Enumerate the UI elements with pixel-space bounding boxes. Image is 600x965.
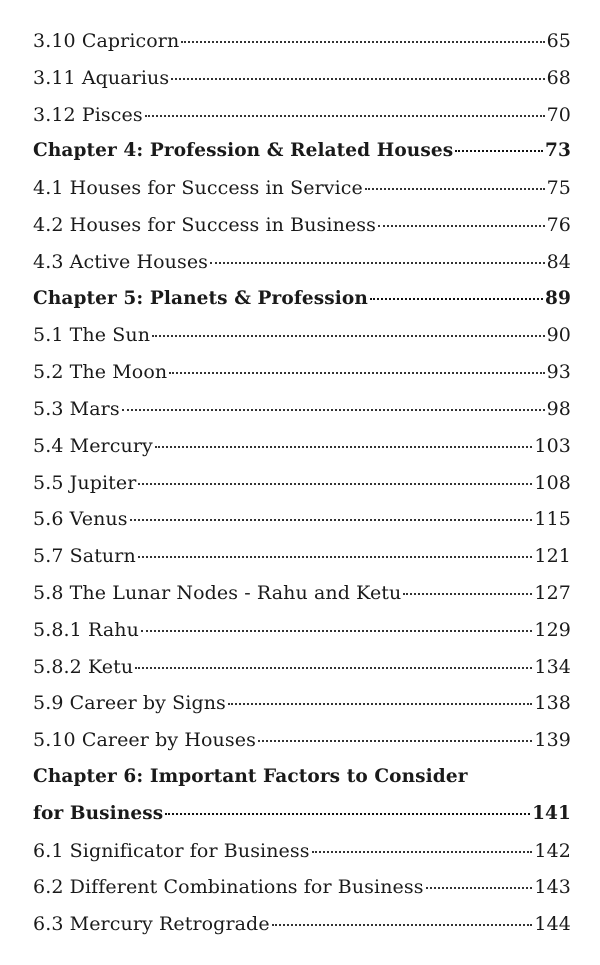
toc-chapter-entry[interactable] <box>33 288 571 325</box>
dot-leader <box>210 262 545 264</box>
toc-entry-page-number: 143 <box>534 876 571 899</box>
toc-entry[interactable] <box>33 840 571 877</box>
toc-entry[interactable] <box>33 545 571 582</box>
dot-leader <box>181 41 544 43</box>
dot-leader <box>152 335 545 337</box>
toc-entry-page-number: 127 <box>534 581 571 604</box>
dot-leader <box>138 556 533 558</box>
toc-entry-page-number: 144 <box>534 913 571 936</box>
toc-entry[interactable] <box>33 656 571 693</box>
toc-entry-page-number: 68 <box>546 66 571 89</box>
toc-entry[interactable] <box>33 398 571 435</box>
dot-leader <box>370 298 543 300</box>
dot-leader <box>258 740 532 742</box>
toc-entry-title: 5.5 Jupiter <box>33 471 137 494</box>
toc-entry[interactable] <box>33 361 571 398</box>
toc-entry[interactable] <box>33 214 571 251</box>
toc-entry-page-number: 89 <box>545 287 571 309</box>
dot-leader <box>138 483 532 485</box>
dot-leader <box>145 115 545 117</box>
toc-entry-page-number: 108 <box>534 471 571 494</box>
toc-entry-title: 3.11 Aquarius <box>33 66 170 89</box>
toc-entry[interactable] <box>33 324 571 361</box>
dot-leader <box>426 887 533 889</box>
toc-entry-title: Chapter 5: Planets & Profession <box>33 287 368 309</box>
toc-entry-title: 5.2 The Moon <box>33 361 168 384</box>
toc-chapter-entry[interactable] <box>33 140 571 177</box>
dot-leader <box>272 924 533 926</box>
toc-entry-page-number: 76 <box>546 213 571 236</box>
toc-entry-title: Chapter 4: Profession & Related Houses <box>33 140 454 162</box>
dot-leader <box>155 446 533 448</box>
toc-entry-title: 5.9 Career by Signs <box>33 692 226 715</box>
toc-entry-page-number: 142 <box>534 839 571 862</box>
toc-entry-page-number: 93 <box>546 361 571 384</box>
toc-entry-title: Chapter 6: Important Factors to Consider <box>33 765 468 787</box>
toc-entry-title: 4.3 Active Houses <box>33 250 209 273</box>
toc-entry[interactable] <box>33 508 571 545</box>
dot-leader <box>455 150 543 152</box>
toc-entry-title: 4.1 Houses for Success in Service <box>33 177 363 200</box>
toc-entry-title: 5.8.1 Rahu <box>33 618 139 641</box>
toc-entry-title: 5.8 The Lunar Nodes - Rahu and Ketu <box>33 581 402 604</box>
dot-leader <box>378 225 545 227</box>
toc-entry-page-number: 98 <box>546 397 571 420</box>
toc-entry-page-number: 115 <box>534 508 571 531</box>
toc-entry-title: 4.2 Houses for Success in Business <box>33 213 376 236</box>
toc-entry[interactable] <box>33 177 571 214</box>
toc-entry[interactable] <box>33 729 571 766</box>
toc-entry[interactable] <box>33 582 571 619</box>
dot-leader <box>171 78 544 80</box>
table-of-contents <box>33 30 571 950</box>
toc-entry-title: 5.3 Mars <box>33 397 120 420</box>
toc-entry[interactable] <box>33 913 571 950</box>
toc-entry-page-number: 138 <box>534 692 571 715</box>
toc-entry-page-number: 141 <box>532 802 571 824</box>
toc-entry[interactable] <box>33 472 571 509</box>
toc-entry-title: 5.8.2 Ketu <box>33 655 134 678</box>
dot-leader <box>365 188 545 190</box>
dot-leader <box>169 372 544 374</box>
dot-leader <box>312 851 533 853</box>
toc-entry-page-number: 139 <box>534 729 571 752</box>
dot-leader <box>141 630 532 632</box>
toc-entry-page-number: 103 <box>534 434 571 457</box>
toc-entry-page-number: 75 <box>546 177 571 200</box>
dot-leader <box>403 593 532 595</box>
toc-entry-page-number: 70 <box>546 103 571 126</box>
toc-entry-title: 5.1 The Sun <box>33 324 151 347</box>
dot-leader <box>130 519 533 521</box>
toc-entry[interactable] <box>33 30 571 67</box>
toc-entry-page-number: 134 <box>534 655 571 678</box>
toc-entry-page-number: 73 <box>545 140 571 162</box>
toc-entry-title: 3.10 Capricorn <box>33 30 180 52</box>
toc-entry[interactable] <box>33 67 571 104</box>
toc-entry-page-number: 84 <box>546 250 571 273</box>
toc-entry-title: 3.12 Pisces <box>33 103 143 126</box>
toc-entry-title: 6.3 Mercury Retrograde <box>33 913 270 936</box>
toc-entry-title: 5.7 Saturn <box>33 545 136 568</box>
toc-entry-page-number: 121 <box>534 545 571 568</box>
toc-chapter-entry[interactable] <box>33 766 571 803</box>
toc-entry[interactable] <box>33 435 571 472</box>
dot-leader <box>165 813 530 815</box>
toc-entry[interactable] <box>33 876 571 913</box>
toc-entry[interactable] <box>33 104 571 141</box>
toc-entry[interactable] <box>33 692 571 729</box>
dot-leader <box>122 409 545 411</box>
toc-entry-page-number: 65 <box>546 30 571 52</box>
dot-leader <box>135 667 532 669</box>
toc-entry[interactable] <box>33 619 571 656</box>
toc-entry-title: 6.1 Significator for Business <box>33 839 310 862</box>
toc-entry-title: 5.10 Career by Houses <box>33 729 256 752</box>
toc-entry-title: 5.4 Mercury <box>33 434 153 457</box>
toc-entry[interactable] <box>33 251 571 288</box>
toc-entry-title: 6.2 Different Combinations for Business <box>33 876 424 899</box>
toc-entry-title: 5.6 Venus <box>33 508 128 531</box>
toc-entry-page-number: 129 <box>534 618 571 641</box>
toc-entry-page-number: 90 <box>546 324 571 347</box>
toc-entry-title: for Business <box>33 802 164 824</box>
dot-leader <box>228 703 533 705</box>
toc-chapter-entry[interactable] <box>33 803 571 840</box>
